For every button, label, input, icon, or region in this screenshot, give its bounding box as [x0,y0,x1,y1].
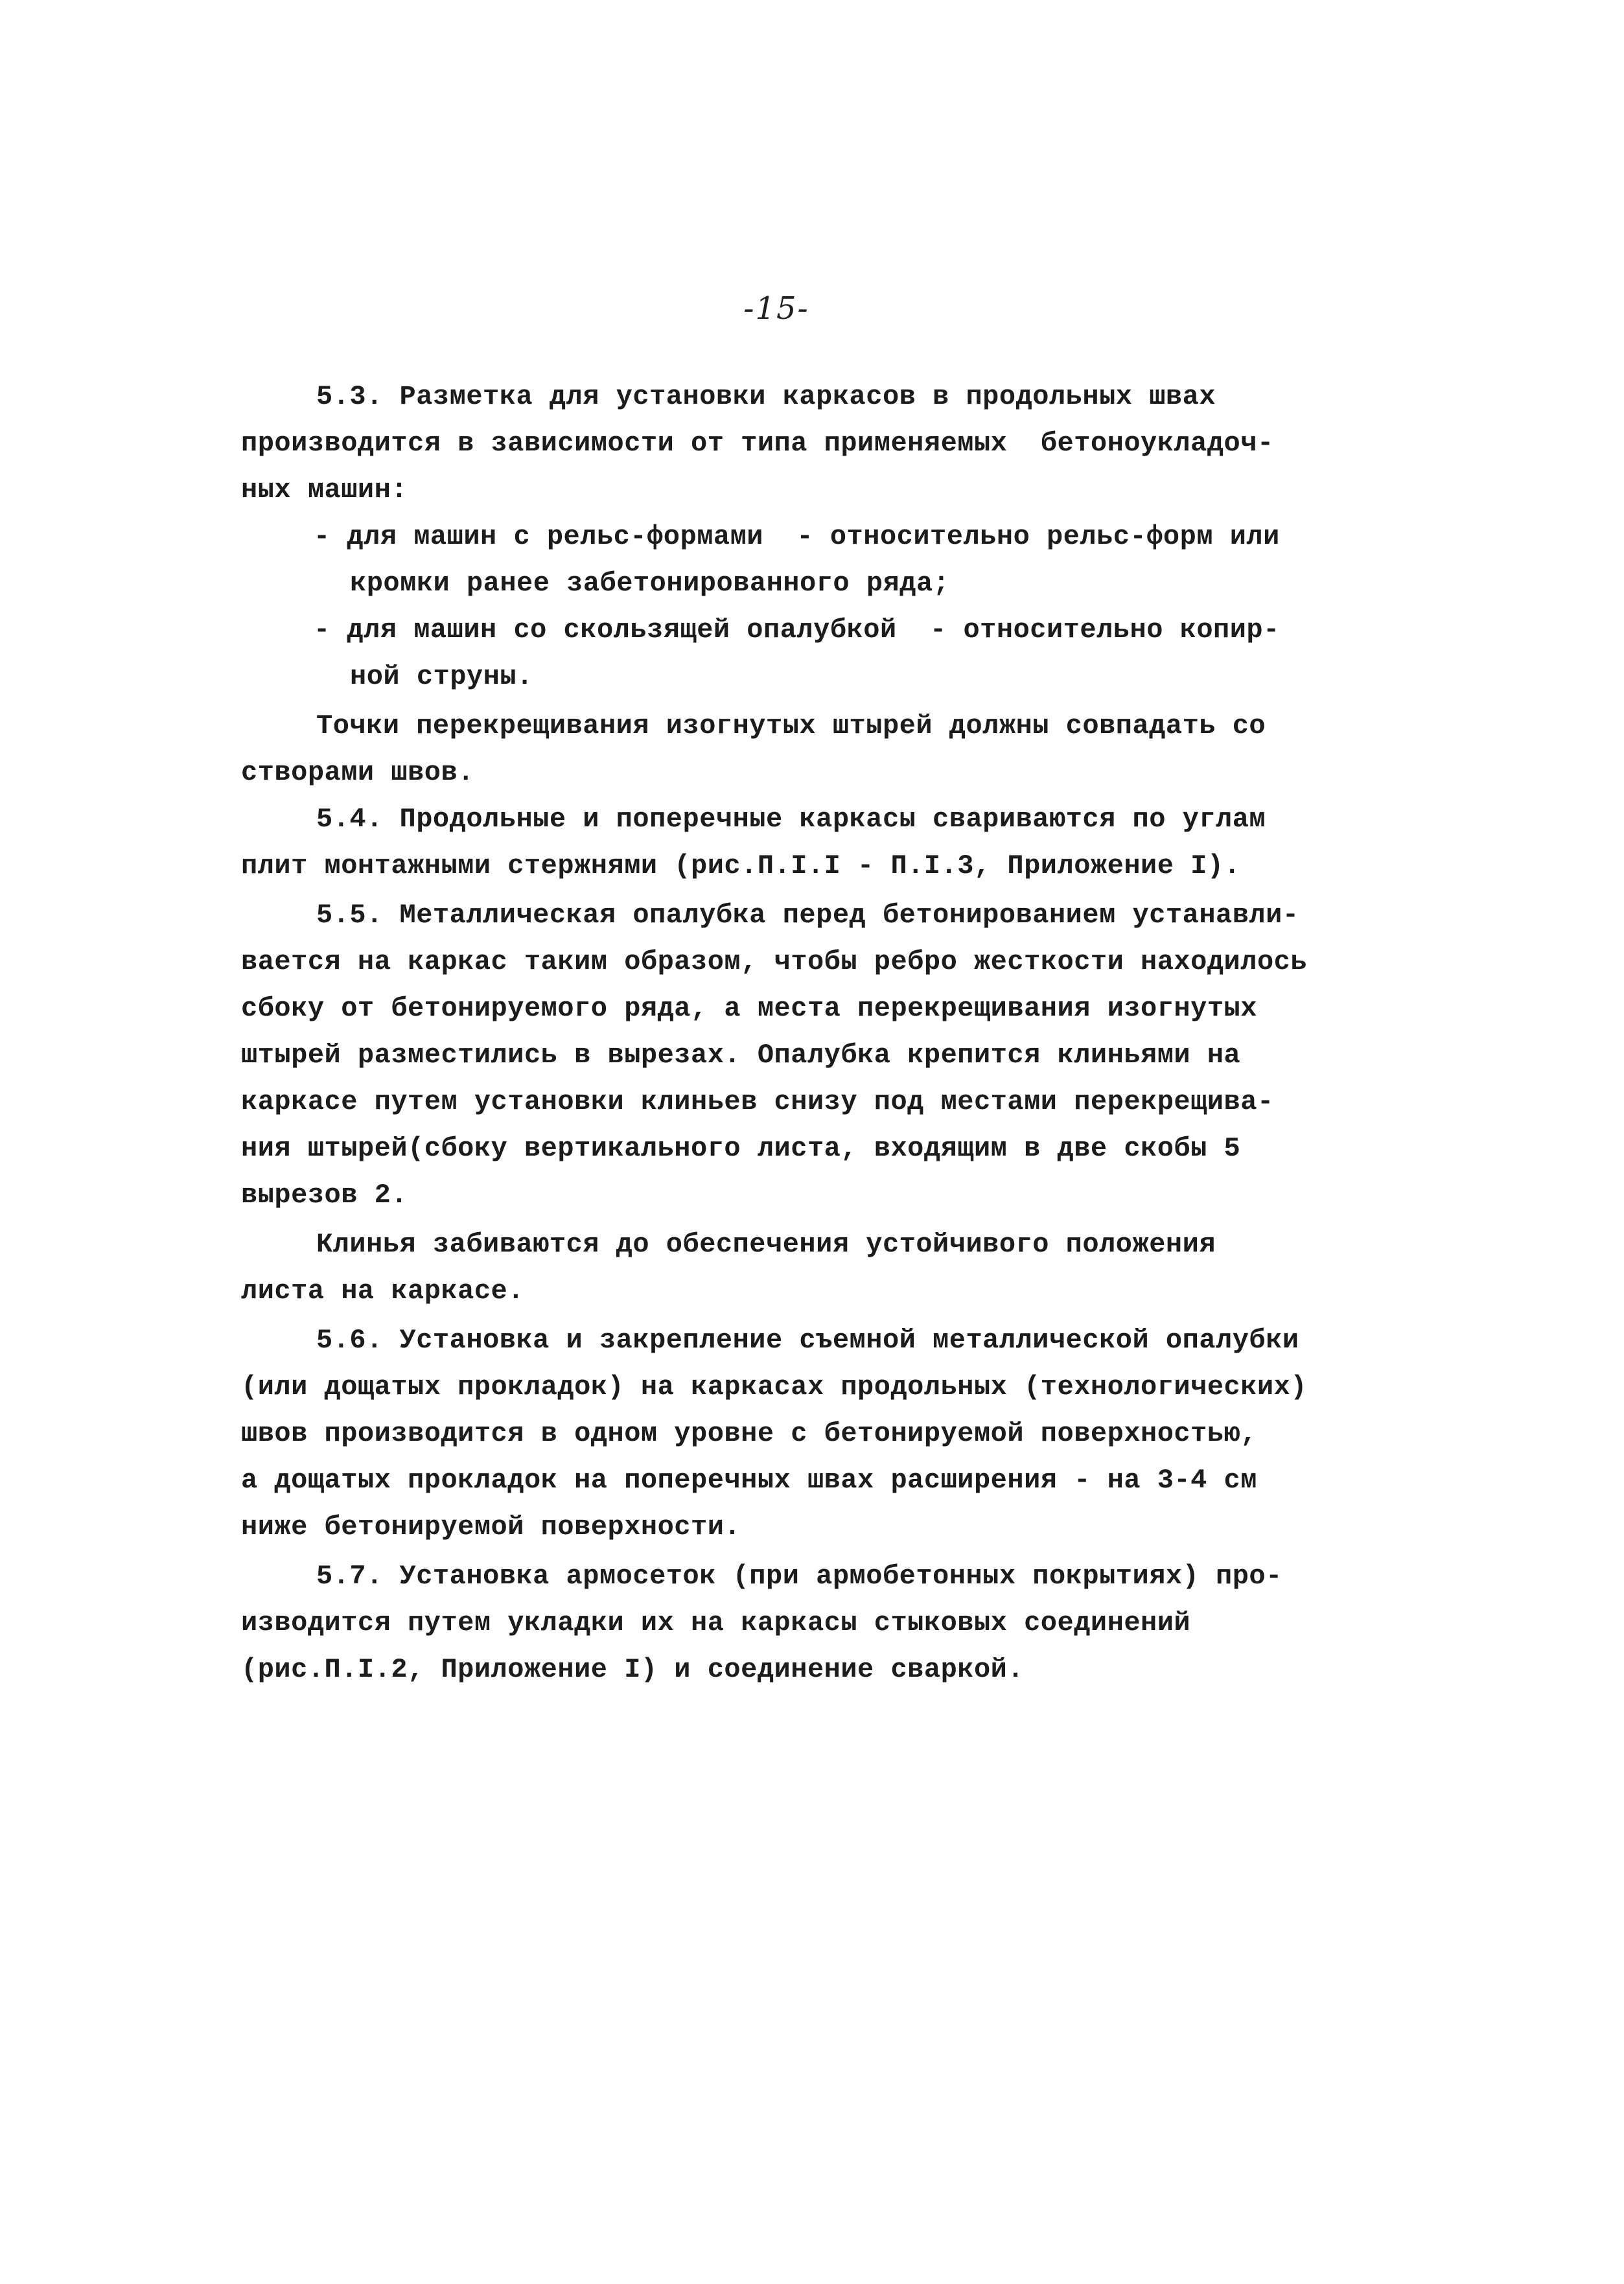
p5-6-line-4: а дощатых прокладок на поперечных швах расширения - на 3-4 см [241,1465,1257,1496]
p5-6-line-3: швов производится в одном уровне с бетонируемой поверхностью, [241,1418,1257,1449]
list-item-2-line-2: ной струны. [350,661,533,692]
p5-4-line-2: плит монтажными стержнями (рис.П.I.I - П.I.3, Приложение I). [241,850,1241,881]
page-number: -15- [743,290,809,327]
p5-7-line-1: 5.7. Установка армосеток (при армобетонных покрытиях) про- [316,1561,1282,1592]
p5-5-line-3: сбоку от бетонируемого ряда, а места перекрещивания изогнутых [241,993,1257,1024]
p5-5-line-4: штырей разместились в вырезах. Опалубка крепится клиньями на [241,1040,1241,1071]
wedges-line-1: Клинья забиваются до обеспечения устойчивого положения [316,1229,1216,1260]
p5-6-line-2: (или дощатых прокладок) на каркасах продольных (технологических) [241,1371,1308,1403]
p5-5-line-7: вырезов 2. [241,1180,408,1211]
points-line-2: створами швов. [241,757,474,788]
p5-6-line-5: ниже бетонируемой поверхности. [241,1511,741,1543]
p5-3-line-3: ных машин: [241,474,408,506]
list-item-1-line-1: - для машин с рельс-формами - относительно рельс-форм или [314,521,1280,552]
p5-6-line-1: 5.6. Установка и закрепление съемной металлической опалубки [316,1325,1299,1356]
p5-4-line-1: 5.4. Продольные и поперечные каркасы свариваются по углам [316,804,1266,835]
p5-7-line-2: изводится путем укладки их на каркасы стыковых соединений [241,1607,1191,1638]
p5-3-line-2: производится в зависимости от типа применяемых бетоноукладоч- [241,428,1274,459]
p5-5-line-1: 5.5. Металлическая опалубка перед бетонированием устанавли- [316,900,1299,931]
p5-5-line-6: ния штырей(сбоку вертикального листа, входящим в две скобы 5 [241,1133,1241,1164]
p5-7-line-3: (рис.П.I.2, Приложение I) и соединение сваркой. [241,1654,1025,1685]
list-item-1-line-2: кромки ранее забетонированного ряда; [350,568,950,599]
p5-3-line-1: 5.3. Разметка для установки каркасов в продольных швах [316,381,1216,412]
points-line-1: Точки перекрещивания изогнутых штырей должны совпадать со [316,710,1266,741]
wedges-line-2: листа на каркасе. [241,1276,524,1307]
p5-5-line-2: вается на каркас таким образом, чтобы ребро жесткости находилось [241,946,1308,977]
list-item-2-line-1: - для машин со скользящей опалубкой - относительно копир- [314,614,1280,646]
p5-5-line-5: каркасе путем установки клиньев снизу под местами перекрещива- [241,1086,1274,1117]
